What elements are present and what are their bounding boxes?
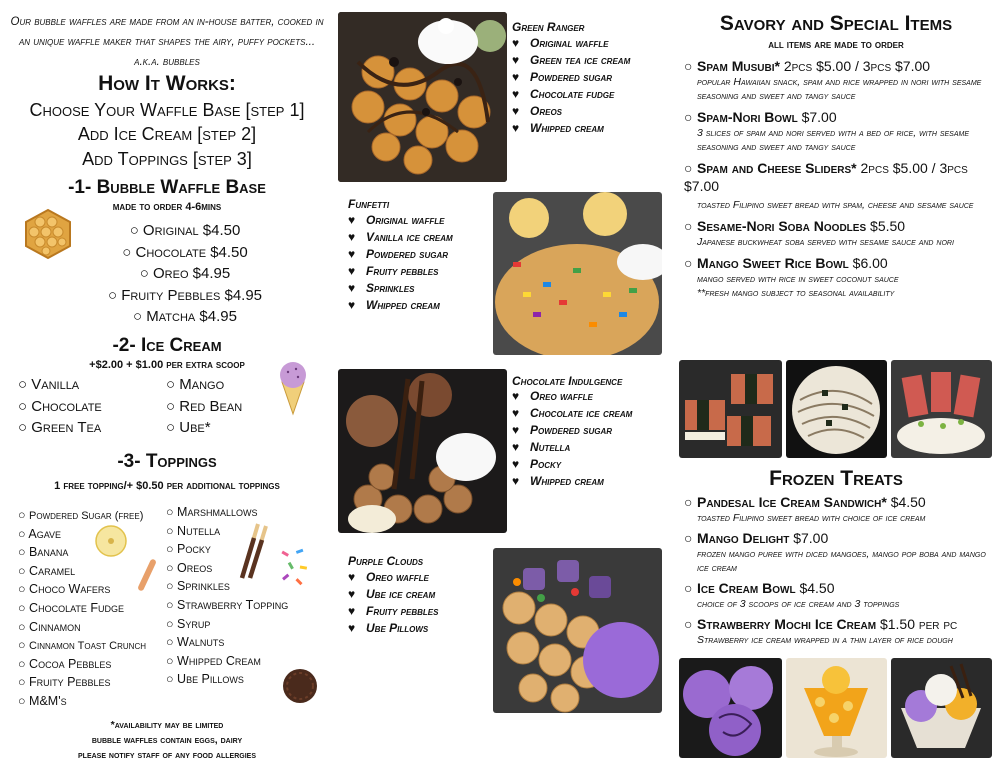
combo-name: Green Ranger (512, 20, 585, 34)
waffle-base-item: ○ Matcha $4.95 (133, 308, 237, 325)
combo-item: ♥ Green tea ice cream (512, 53, 631, 67)
waffle-base-item: ○ Chocolate $4.50 (122, 243, 248, 261)
ice-cream-item: ○ Green Tea (18, 419, 102, 436)
frozen-item: ○ Mango Delight $7.00 frozen mango puree with diced mangoes, mango pop boba and mango ice cream (684, 530, 986, 574)
spam-nori-bowl-photo (891, 360, 992, 458)
combo-purple-clouds (348, 554, 493, 638)
combo-green-ranger (512, 20, 682, 138)
combo-item: ♥ Ube Pillows (348, 621, 429, 635)
combo-funfetti (348, 197, 493, 315)
combo-name: Funfetti (348, 197, 390, 211)
frozen-item: ○ Pandesal Ice Cream Sandwich* $4.50 toasted Filipino sweet bread with choice of ice cream (684, 494, 926, 524)
cookie-icon (282, 668, 318, 704)
topping-item: ○ M&M's (18, 693, 67, 708)
topping-item: ○ Powdered Sugar (free) (18, 508, 144, 522)
step-3: Add Toppings [step 3] (82, 149, 252, 169)
savory-item: ○ Spam Musubi* 2pcs $5.00 / 3pcs $7.00 popular Hawaiian snack, spam and rice wrapped in nori with sesame seasoning and sweet and tangy sauce (684, 58, 982, 102)
savory-item: ○ Spam and Cheese Sliders* 2pcs $5.00 / 3pcs $7.00 toasted Filipino sweet bread with spam, cheese and sesame sauce (684, 160, 974, 211)
purple-clouds-photo (493, 548, 662, 713)
topping-item: ○ Choco Wafers (18, 582, 111, 597)
combo-item: ♥ Powdered sugar (348, 247, 449, 261)
allergy-footer: *availability may be limited bubble waffles contain eggs, dairy please notify staff of any food allergies (78, 719, 256, 761)
waffle-base-subtitle: made to order 4-6mins (112, 201, 222, 213)
ice-cream-col-1 (18, 376, 158, 441)
topping-item: ○ Cocoa Pebbles (18, 656, 112, 671)
frozen-list (684, 493, 990, 647)
topping-item: ○ Strawberry Topping (166, 597, 289, 612)
combo-item: ♥ Chocolate ice cream (512, 406, 633, 420)
ice-cream-item: ○ Ube* (166, 419, 211, 436)
sprinkles-icon (278, 548, 312, 588)
ice-cream-item: ○ Vanilla (18, 376, 80, 393)
combo-chocolate-indulgence (512, 374, 682, 491)
toppings-title: -3- Toppings (117, 451, 217, 472)
combo-item: ♥ Whipped cream (512, 474, 604, 488)
topping-item: ○ Marshmallows (166, 505, 258, 519)
how-it-works-title: How It Works: (98, 72, 236, 95)
ice-cream-subtitle: +$2.00 + $1.00 per extra scoop (89, 359, 245, 371)
topping-item: ○ Fruity Pebbles (18, 675, 111, 690)
mango-delight-photo (786, 658, 887, 758)
toppings-subtitle: 1 free topping/+ $0.50 per additional toppings (54, 480, 280, 492)
combo-item: ♥ Powdered sugar (512, 70, 613, 84)
topping-item: ○ Banana (18, 545, 69, 560)
ice-cream-cone-icon (276, 360, 310, 416)
frozen-treats-title: Frozen Treats (769, 467, 903, 490)
combo-item: ♥ Powdered sugar (512, 423, 613, 437)
topping-item: ○ Pocky (166, 542, 211, 557)
topping-item: ○ Oreos (166, 560, 213, 575)
waffle-base-list (60, 222, 310, 330)
chocolate-indulgence-photo (338, 369, 507, 533)
wafer-stick-icon (134, 558, 160, 592)
savory-item: ○ Sesame-Nori Soba Noodles $5.50 Japanese buckwheat soba served with sesame sauce and nori (684, 218, 954, 248)
combo-item: ♥ Whipped cream (348, 298, 440, 312)
topping-item: ○ Ube Pillows (166, 672, 244, 687)
combo-name: Chocolate Indulgence (512, 374, 623, 388)
ice-cream-col-2 (166, 376, 276, 441)
funfetti-photo (493, 192, 662, 355)
banana-icon (94, 524, 128, 558)
ice-cream-item: ○ Mango (166, 376, 225, 393)
ice-cream-item: ○ Chocolate (18, 397, 102, 415)
combo-item: ♥ Whipped cream (512, 121, 604, 135)
topping-item: ○ Nutella (166, 523, 221, 538)
combo-item: ♥ Nutella (512, 440, 571, 454)
savory-title: Savory and Special Items (719, 12, 953, 35)
combo-item: ♥ Fruity pebbles (348, 604, 439, 618)
combo-item: ♥ Ube ice cream (348, 587, 436, 601)
savory-item: ○ Mango Sweet Rice Bowl $6.00 mango served with rice in sweet coconut sauce (684, 255, 899, 285)
combo-item: ♥ Pocky (512, 457, 562, 471)
topping-item: ○ Chocolate Fudge (18, 600, 125, 615)
waffle-base-item: ○ Original $4.50 (129, 222, 241, 239)
topping-item: ○ Cinnamon Toast Crunch (18, 638, 147, 653)
topping-item: ○ Whipped Cream (166, 653, 261, 668)
ice-cream-title: -2- Ice Cream (112, 335, 222, 356)
combo-item: ♥ Fruity pebbles (348, 264, 439, 278)
combo-item: ♥ Original waffle (348, 213, 445, 227)
ice-cream-bowl-photo (891, 658, 992, 758)
savory-item: ○ Spam-Nori Bowl $7.00 3 slices of spam and nori served with a bed of rice, with sesame seasoning and sweet and tangy sauce (684, 109, 970, 153)
topping-item: ○ Sprinkles (166, 579, 230, 594)
combo-item: ♥ Oreo waffle (348, 570, 429, 584)
step-1: Choose Your Waffle Base [step 1] (29, 100, 305, 120)
mango-availability-note: **fresh mango subject to seasonal availability (697, 287, 895, 299)
ice-cream-item: ○ Red Bean (166, 397, 243, 415)
savory-subtitle: all items are made to order (768, 39, 904, 51)
topping-item: ○ Syrup (166, 616, 211, 631)
waffle-base-item: ○ Oreo $4.95 (139, 265, 231, 282)
topping-item: ○ Caramel (18, 563, 76, 578)
intro-text: Our bubble waffles are made from an in-house batter, cooked in an unique waffle maker that shapes the airy, puffy pockets... a.k.a. bubbles (10, 16, 324, 68)
green-ranger-photo (338, 12, 507, 182)
spam-musubi-photo (679, 360, 782, 458)
savory-list (684, 57, 984, 300)
combo-item: ♥ Original waffle (512, 36, 609, 50)
frozen-item: ○ Strawberry Mochi Ice Cream $1.50 per pc Strawberry ice cream wrapped in a thin layer of rice dough (684, 616, 958, 646)
waffle-base-title: -1- Bubble Waffle Base (68, 177, 266, 198)
pocky-icon (232, 520, 272, 580)
frozen-item: ○ Ice Cream Bowl $4.50 choice of 3 scoops of ice cream and 3 toppings (684, 580, 900, 610)
step-2: Add Ice Cream [step 2] (77, 124, 257, 144)
topping-item: ○ Cinnamon (18, 619, 81, 634)
ube-mochi-photo (679, 658, 782, 758)
combo-item: ♥ Vanilla ice cream (348, 230, 453, 244)
waffle-base-item: ○ Fruity Pebbles $4.95 (107, 286, 263, 304)
topping-item: ○ Agave (18, 526, 62, 541)
combo-item: ♥ Oreo waffle (512, 389, 593, 403)
combo-item: ♥ Chocolate fudge (512, 87, 615, 101)
topping-item: ○ Walnuts (166, 635, 225, 650)
combo-item: ♥ Oreos (512, 104, 563, 118)
combo-name: Purple Clouds (348, 554, 424, 568)
soba-noodles-photo (786, 360, 887, 458)
combo-item: ♥ Sprinkles (348, 281, 415, 295)
